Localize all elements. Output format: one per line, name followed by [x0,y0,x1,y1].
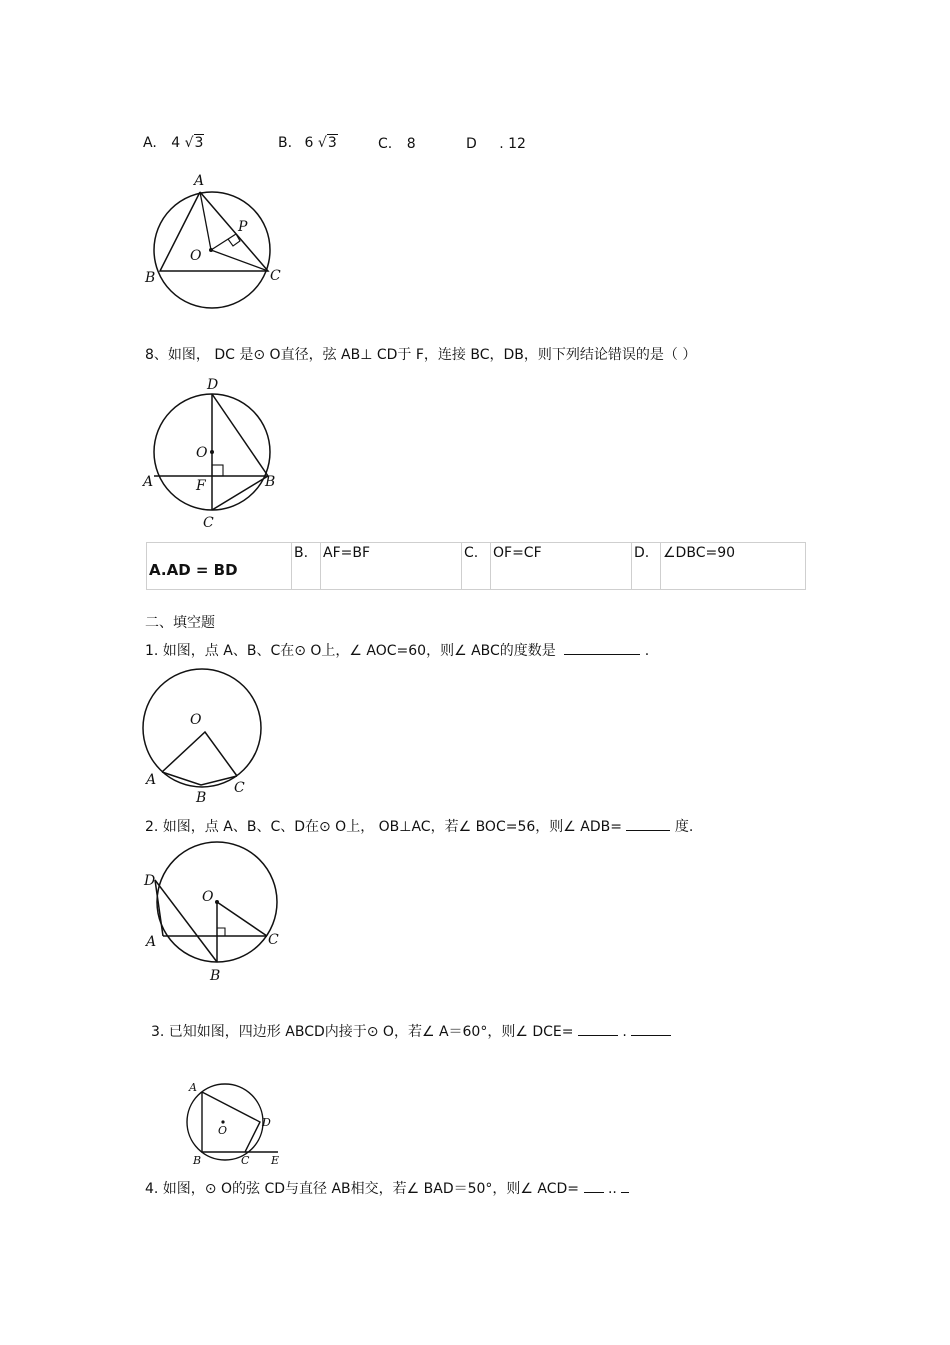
q8-line-db [212,394,268,476]
fq3-label-a: A [189,1081,197,1094]
q7-option-d [466,136,526,152]
q8-label-f: F [196,478,206,494]
fq1-end: . [644,643,650,659]
fq1-label-b: B [196,790,207,806]
q7-option-b-coef: 6 [304,135,314,151]
q7-option-b [278,134,338,151]
fq2-label-o: O [202,889,214,905]
q8-label-b: B [265,474,276,490]
q8-option-b-text: AF=BF [321,543,462,590]
q7-option-a-radicand: 3 [194,135,204,151]
fq4-end: .. [607,1181,617,1197]
q7-figure [140,170,290,315]
fq1-label-a: A [146,772,157,788]
fq4-answer-blank-2[interactable] [621,1178,629,1193]
q8-options-table [146,542,806,590]
q7-option-b-label: B. [278,135,293,151]
fq3-circle [187,1084,263,1160]
q7-center-dot [209,248,213,252]
fq1-circle [143,669,261,787]
q8-figure [140,372,290,532]
q7-option-b-radicand: 3 [327,135,337,151]
q7-line-ao [200,192,211,250]
q7-label-b: B [145,270,156,286]
q7-option-c-label: C. [378,136,393,152]
fq3-figure [183,1078,288,1170]
fq3-label-o: O [218,1124,228,1137]
q8-option-d-label: D. [632,543,661,590]
q7-option-d-label: D [466,136,477,152]
fq2-label-a: A [146,934,157,950]
q7-option-b-sqrt: √3 [317,135,337,151]
q7-option-c [378,136,416,152]
fq3-answer-blank-1[interactable] [578,1021,618,1036]
fq3-quadrilateral [202,1092,260,1152]
fq3-answer-blank-2[interactable] [631,1021,671,1036]
q8-question: 8、如图， DC 是⊙ O直径，弦 AB⊥ CD于 F，连接 BC，DB，则下列结论错误的是（ ） [145,347,697,363]
fq2-right-angle-mark [217,928,225,936]
q7-option-d-value: . 12 [499,136,526,152]
fq4-text: 4. 如图，⊙ O的弦 CD与直径 AB相交，若∠ BAD＝50°，则∠ ACD= [145,1181,580,1197]
fq2-label-c: C [268,932,279,948]
q7-label-p: P [238,219,248,235]
q8-right-angle-mark [212,465,223,476]
fq1-chords [162,772,237,785]
q8-option-a: A.AD = BD [147,543,292,590]
q8-label-o: O [196,445,208,461]
q8-option-b-label: B. [292,543,321,590]
q7-option-a-label: A. [143,135,157,151]
fq3-text: 3. 已知如图，四边形 ABCD内接于⊙ O，若∠ A＝60°，则∠ DCE= [151,1024,574,1040]
q7-option-a-coef: 4 [171,135,181,151]
q7-option-a-sqrt: √3 [184,135,204,151]
fq2-text: 2. 如图，点 A、B、C、D在⊙ O上， OB⊥AC，若∠ BOC=56，则∠ ADB= [145,819,622,835]
fq1-question [145,640,649,660]
q8-line-cb [212,476,268,510]
q7-options [143,134,204,151]
q8-option-d-text: ∠DBC=90 [661,543,806,590]
q8-label-c: C [203,515,214,531]
fq1-answer-blank[interactable] [564,640,640,655]
section-title: 二、填空题 [145,615,215,631]
fq2-figure [140,836,290,986]
q8-label-a: A [143,474,154,490]
fq2-end: 度. [674,819,694,835]
q7-label-o: O [190,248,202,264]
fq3-label-d: D [262,1116,271,1129]
fq1-radii [162,732,237,776]
fq2-label-b: B [210,968,221,984]
fq2-label-d: D [144,873,156,889]
fq4-answer-blank-1[interactable] [584,1178,604,1193]
q7-label-c: C [270,268,281,284]
fq3-end: . [622,1024,627,1040]
fq1-figure [138,662,273,807]
fq1-label-c: C [234,780,245,796]
fq1-label-o: O [190,712,202,728]
fq1-text: 1. 如图，点 A、B、C在⊙ O上，∠ AOC=60，则∠ ABC的度数是 [145,643,556,659]
fq3-question [151,1021,671,1041]
fq3-label-c: C [241,1154,250,1167]
fq2-question [145,816,693,836]
q7-option-c-value: 8 [406,136,416,152]
fq2-answer-blank[interactable] [626,816,670,831]
q8-center-dot [210,450,214,454]
fq4-question [145,1178,629,1198]
q7-label-a: A [194,173,205,189]
q8-option-c-label: C. [462,543,491,590]
q7-line-op [211,234,236,250]
q8-option-c-text: OF=CF [491,543,632,590]
fq3-label-e: E [271,1154,280,1167]
q8-label-d: D [207,377,219,393]
fq3-label-b: B [193,1154,202,1167]
fq2-center-dot [215,900,219,904]
